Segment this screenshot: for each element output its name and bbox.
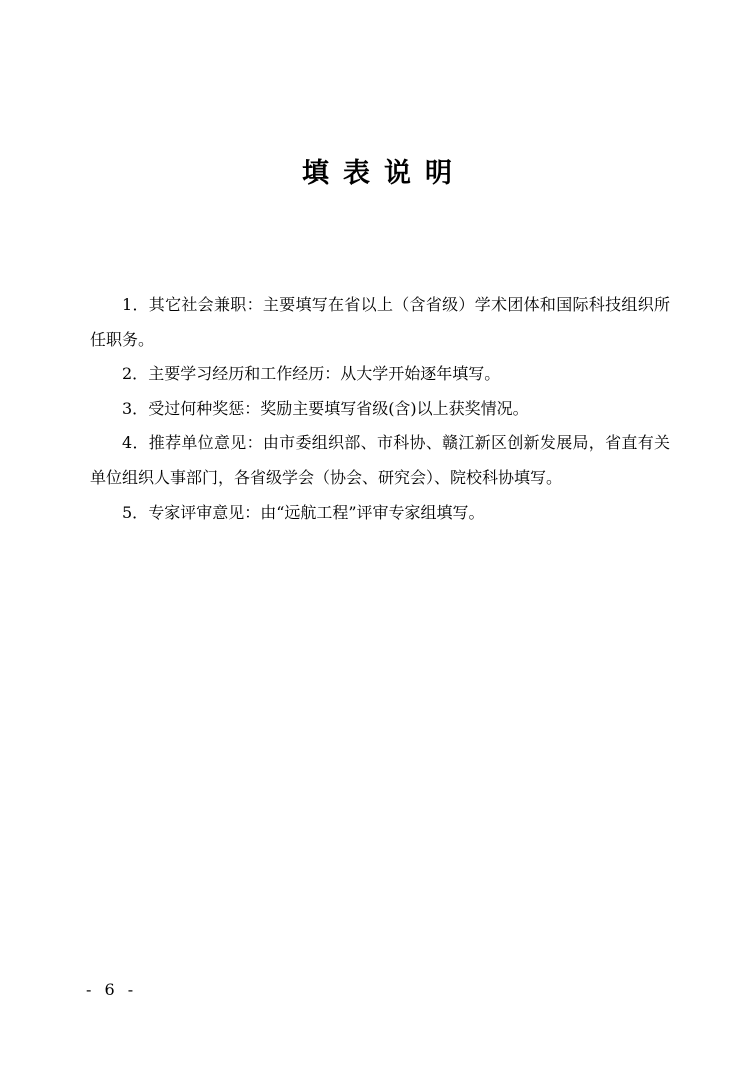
instruction-list xyxy=(90,288,670,530)
instruction-text: 受过何种奖惩：奖励主要填写省级(含)以上获奖情况。 xyxy=(148,398,529,418)
instruction-text: 专家评审意见：由“远航工程”评审专家组填写。 xyxy=(148,502,485,522)
instruction-number: 4． xyxy=(122,433,149,453)
instruction-number: 1． xyxy=(122,295,149,314)
instruction-text: 推荐单位意见：由市委组织部、市科协、赣江新区创新发展局，省直有关单位组织人事部门，各省级学会（协会、研究会）、院校科协填写。 xyxy=(90,433,670,487)
page-number: - 6 - xyxy=(86,980,138,999)
instruction-text: 其它社会兼职：主要填写在省以上（含省级）学术团体和国际科技组织所任职务。 xyxy=(90,295,670,349)
instruction-item-5 xyxy=(90,496,670,531)
instruction-number: 5． xyxy=(122,502,149,522)
instruction-item-2 xyxy=(90,357,670,392)
instruction-item-4 xyxy=(90,426,670,495)
instruction-text: 主要学习经历和工作经历：从大学开始逐年填写。 xyxy=(148,364,501,384)
instruction-number: 3． xyxy=(122,398,149,418)
instruction-item-3 xyxy=(90,392,670,427)
instruction-number: 2． xyxy=(122,364,149,384)
page-title: 填表说明 xyxy=(302,158,466,189)
instruction-item-1 xyxy=(90,288,670,357)
